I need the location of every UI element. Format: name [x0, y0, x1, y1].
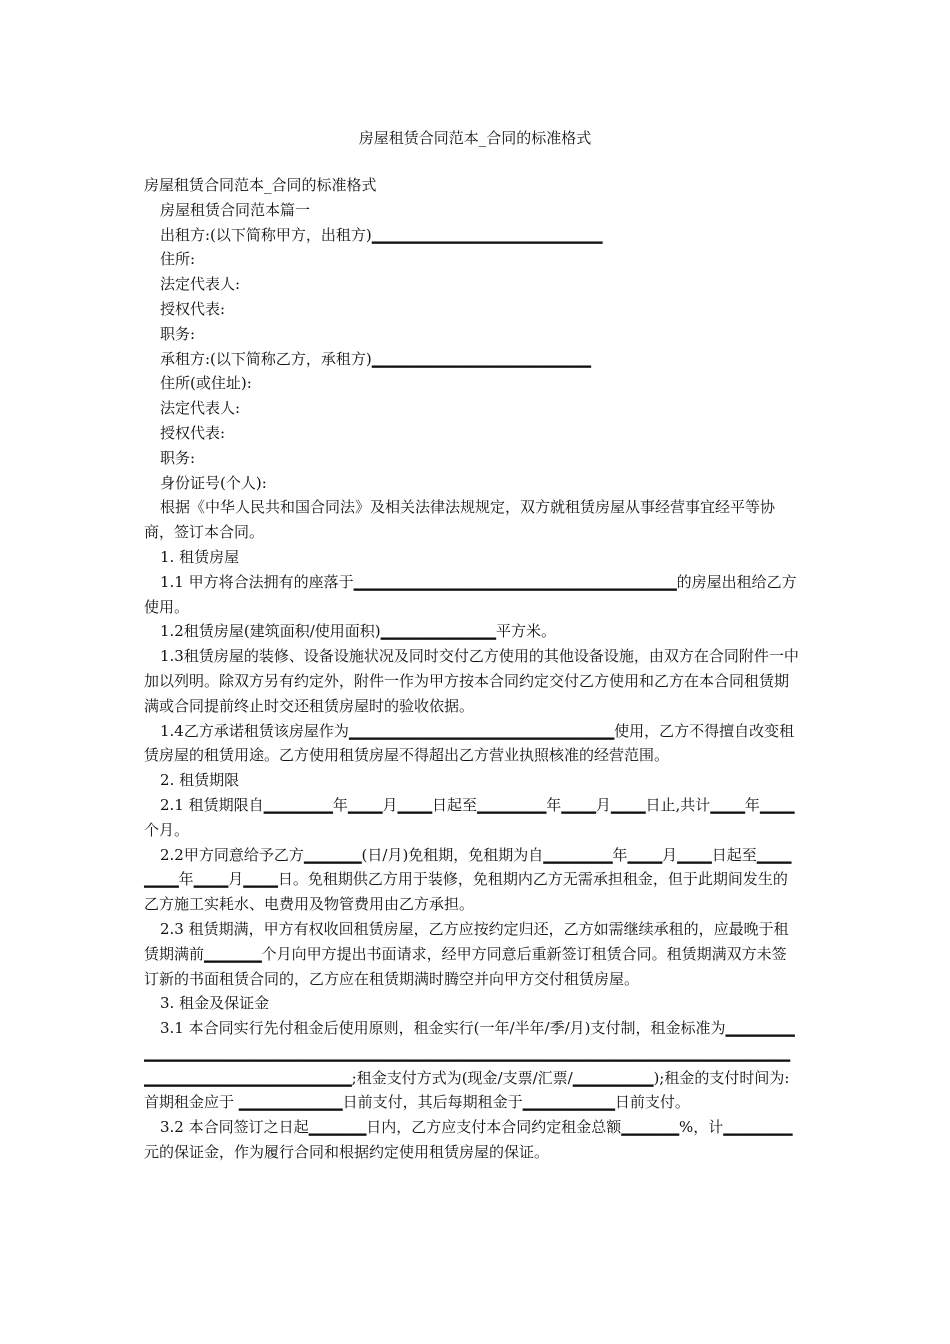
paragraph: 根据《中华人民共和国合同法》及相关法律法规规定，双方就租赁房屋从事经营事宜经平等协商，签订本合同。 — [144, 498, 776, 542]
paragraph: 承租方:(以下简称乙方，承租方)▁▁▁▁▁▁▁▁▁▁▁▁▁▁▁▁▁▁▁ — [160, 349, 591, 368]
paragraph: 住所(或住址): — [160, 374, 252, 393]
paragraph: 住所: — [160, 250, 196, 269]
paragraph: 2. 租赁期限 — [160, 771, 240, 790]
document-body — [144, 173, 800, 1165]
paragraph: 2.1 租赁期限自▁▁▁▁▁▁年▁▁▁月▁▁▁日起至▁▁▁▁▁▁年▁▁▁月▁▁▁日止,共计▁▁▁年▁▁▁个月。 — [144, 795, 795, 839]
paragraph: 授权代表: — [160, 423, 226, 442]
paragraph: 2.2甲方同意给予乙方▁▁▁▁▁(日/月)免租期，免租期为自▁▁▁▁▁▁年▁▁▁月▁▁▁日起至▁▁▁▁▁▁年▁▁▁月▁▁▁日。免租期供乙方用于装修，免租期内乙方无需承担租金，但于此期间发生的乙方施工实耗水、电费用及物管费用由乙方承担。 — [144, 845, 792, 914]
paragraph: 3.1 本合同实行先付租金后使用原则，租金实行(一年/半年/季/月)支付制，租金标准为▁▁▁▁▁▁▁▁▁▁▁▁▁▁▁▁▁▁▁▁▁▁▁▁▁▁▁▁▁▁▁▁▁▁▁▁▁▁▁▁▁▁▁▁▁▁▁▁▁▁▁▁▁▁▁▁▁▁▁▁▁▁▁▁▁▁▁▁▁▁▁▁▁▁▁▁▁▁▁▁;租金支付方式为(现金/支票/汇票/▁▁▁▁▁▁▁);租金的支付时间为:首期租金应于 ▁▁▁▁▁▁▁▁▁日前支付，其后每期租金于▁▁▁▁▁▁▁▁日前支付。 — [144, 1019, 795, 1112]
paragraph: 1. 租赁房屋 — [160, 547, 240, 566]
paragraph: 法定代表人: — [160, 275, 241, 294]
page-title: 房屋租赁合同范本_合同的标准格式 — [358, 129, 592, 147]
paragraph: 房屋租赁合同范本篇一 — [160, 200, 311, 219]
paragraph: 2.3 租赁期满，甲方有权收回租赁房屋，乙方应按约定归还，乙方如需继续承租的，应最晚于租赁期满前▁▁▁▁▁个月向甲方提出书面请求，经甲方同意后重新签订租赁合同。租赁期满双方未签订新的书面租赁合同的，乙方应在租赁期满时腾空并向甲方交付租赁房屋。 — [144, 919, 789, 988]
paragraph: 房屋租赁合同范本_合同的标准格式 — [144, 176, 377, 194]
paragraph: 1.1 甲方将合法拥有的座落于▁▁▁▁▁▁▁▁▁▁▁▁▁▁▁▁▁▁▁▁▁▁▁▁▁▁▁▁的房屋出租给乙方使用。 — [144, 572, 797, 616]
paragraph: 授权代表: — [160, 299, 226, 318]
paragraph: 职务: — [160, 324, 196, 343]
paragraph: 1.2租赁房屋(建筑面积/使用面积)▁▁▁▁▁▁▁▁▁▁平方米。 — [160, 622, 556, 641]
paragraph: 3. 租金及保证金 — [160, 994, 270, 1013]
paragraph: 3.2 本合同签订之日起▁▁▁▁▁日内，乙方应支付本合同约定租金总额▁▁▁▁▁%，计▁▁▁▁▁▁元的保证金，作为履行合同和根据约定使用租赁房屋的保证。 — [144, 1118, 793, 1162]
paragraph: 身份证号(个人): — [160, 473, 267, 492]
paragraph: 职务: — [160, 448, 196, 467]
paragraph: 1.3租赁房屋的装修、设备设施状况及同时交付乙方使用的其他设备设施，由双方在合同附件一中加以列明。除双方另有约定外，附件一作为甲方按本合同约定交付乙方使用和乙方在本合同租赁期满或合同提前终止时交还租赁房屋时的验收依据。 — [144, 647, 799, 715]
paragraph: 出租方:(以下简称甲方，出租方)▁▁▁▁▁▁▁▁▁▁▁▁▁▁▁▁▁▁▁▁ — [160, 225, 603, 244]
paragraph: 法定代表人: — [160, 399, 241, 418]
paragraph: 1.4乙方承诺租赁该房屋作为▁▁▁▁▁▁▁▁▁▁▁▁▁▁▁▁▁▁▁▁▁▁▁使用，乙方不得擅自改变租赁房屋的租赁用途。乙方使用租赁房屋不得超出乙方营业执照核准的经营范围。 — [144, 721, 795, 765]
